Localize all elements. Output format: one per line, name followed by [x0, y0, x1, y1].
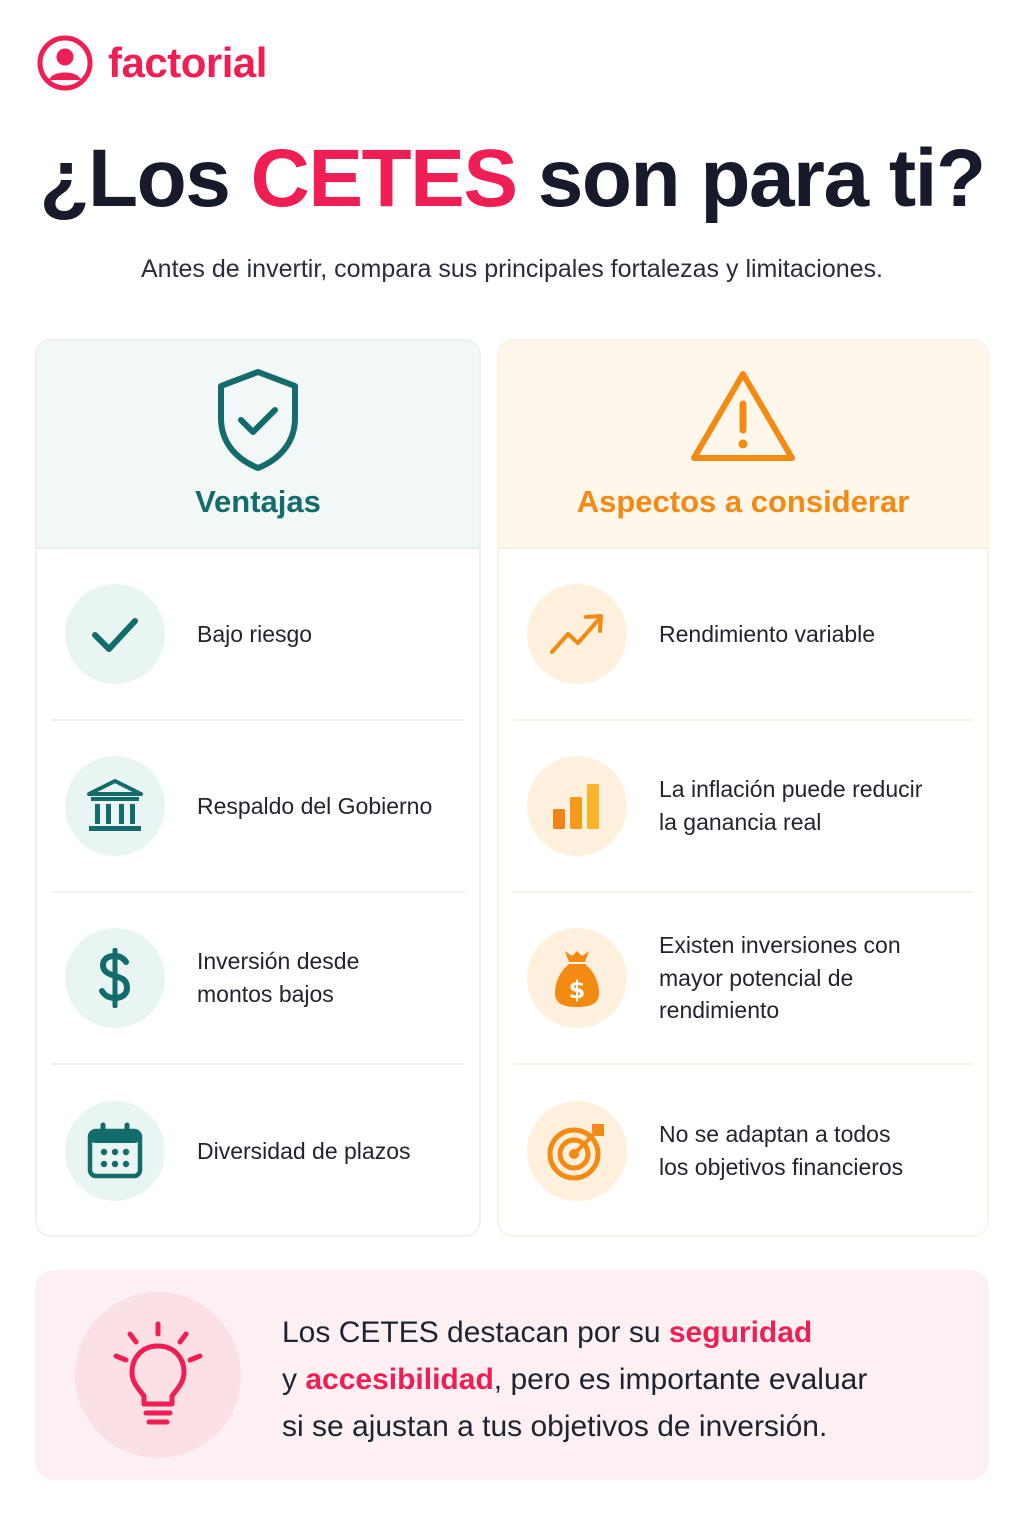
consideration-item-objectives [513, 1065, 973, 1237]
money-bag-icon [527, 928, 627, 1028]
considerations-title: Aspectos a considerar [576, 484, 910, 519]
check-icon [65, 584, 165, 684]
brand-name: factorial [108, 39, 267, 86]
advantages-title: Ventajas [195, 484, 321, 519]
summary-part2: y [282, 1362, 306, 1396]
summary-highlight-accessibility: accesibilidad [305, 1362, 494, 1396]
advantages-panel [35, 339, 481, 1237]
lightbulb-badge [75, 1292, 241, 1458]
svg-text:$: $ [568, 976, 586, 1004]
summary-part4: si se ajustan a tus objetivos de inversión. [282, 1409, 828, 1443]
consideration-label: Rendimiento variable [659, 620, 876, 647]
summary-highlight-security: seguridad [668, 1316, 813, 1349]
brand-logo [36, 34, 267, 92]
consideration-item-variable-return [513, 549, 973, 721]
advantage-item-terms [51, 1065, 465, 1237]
page-subtitle: Antes de invertir, compara sus principales fortalezas y limitaciones. [141, 255, 883, 283]
trend-up-icon [527, 584, 627, 684]
advantage-item-low-amounts [51, 893, 465, 1065]
considerations-panel [497, 339, 989, 1237]
summary-text [282, 1310, 932, 1450]
consideration-label: Existen inversiones con mayor potencial de rendimiento [659, 932, 901, 1024]
warning-icon [688, 366, 798, 466]
bar-chart-icon [527, 756, 627, 856]
bank-icon [65, 756, 165, 856]
page-title [0, 132, 1024, 226]
factorial-logo-icon [36, 34, 94, 92]
title-before: ¿Los [39, 133, 251, 224]
lightbulb-icon [108, 1320, 208, 1430]
consideration-label: La inflación puede reducir la ganancia real [659, 776, 923, 835]
calendar-icon [65, 1101, 165, 1201]
consideration-label: No se adaptan a todos los objetivos financieros [659, 1121, 904, 1180]
summary-banner [35, 1270, 989, 1480]
advantage-label: Bajo riesgo [197, 620, 313, 647]
advantage-label: Inversión desde montos bajos [197, 948, 360, 1007]
dollar-icon [65, 928, 165, 1028]
summary-part3: , pero es importante evaluar [493, 1362, 868, 1396]
target-icon [527, 1101, 627, 1201]
advantage-item-government [51, 721, 465, 893]
advantage-item-low-risk [51, 549, 465, 721]
consideration-item-inflation [513, 721, 973, 893]
advantage-label: Respaldo del Gobierno [197, 792, 433, 819]
advantages-header [37, 341, 479, 549]
consideration-item-better-options [513, 893, 973, 1065]
considerations-header [499, 341, 987, 549]
advantage-label: Diversidad de plazos [197, 1137, 411, 1164]
summary-part1: Los CETES destacan por su [282, 1316, 669, 1349]
shield-check-icon [211, 366, 305, 476]
title-after: son para ti? [516, 133, 985, 224]
title-accent: CETES [250, 133, 517, 224]
